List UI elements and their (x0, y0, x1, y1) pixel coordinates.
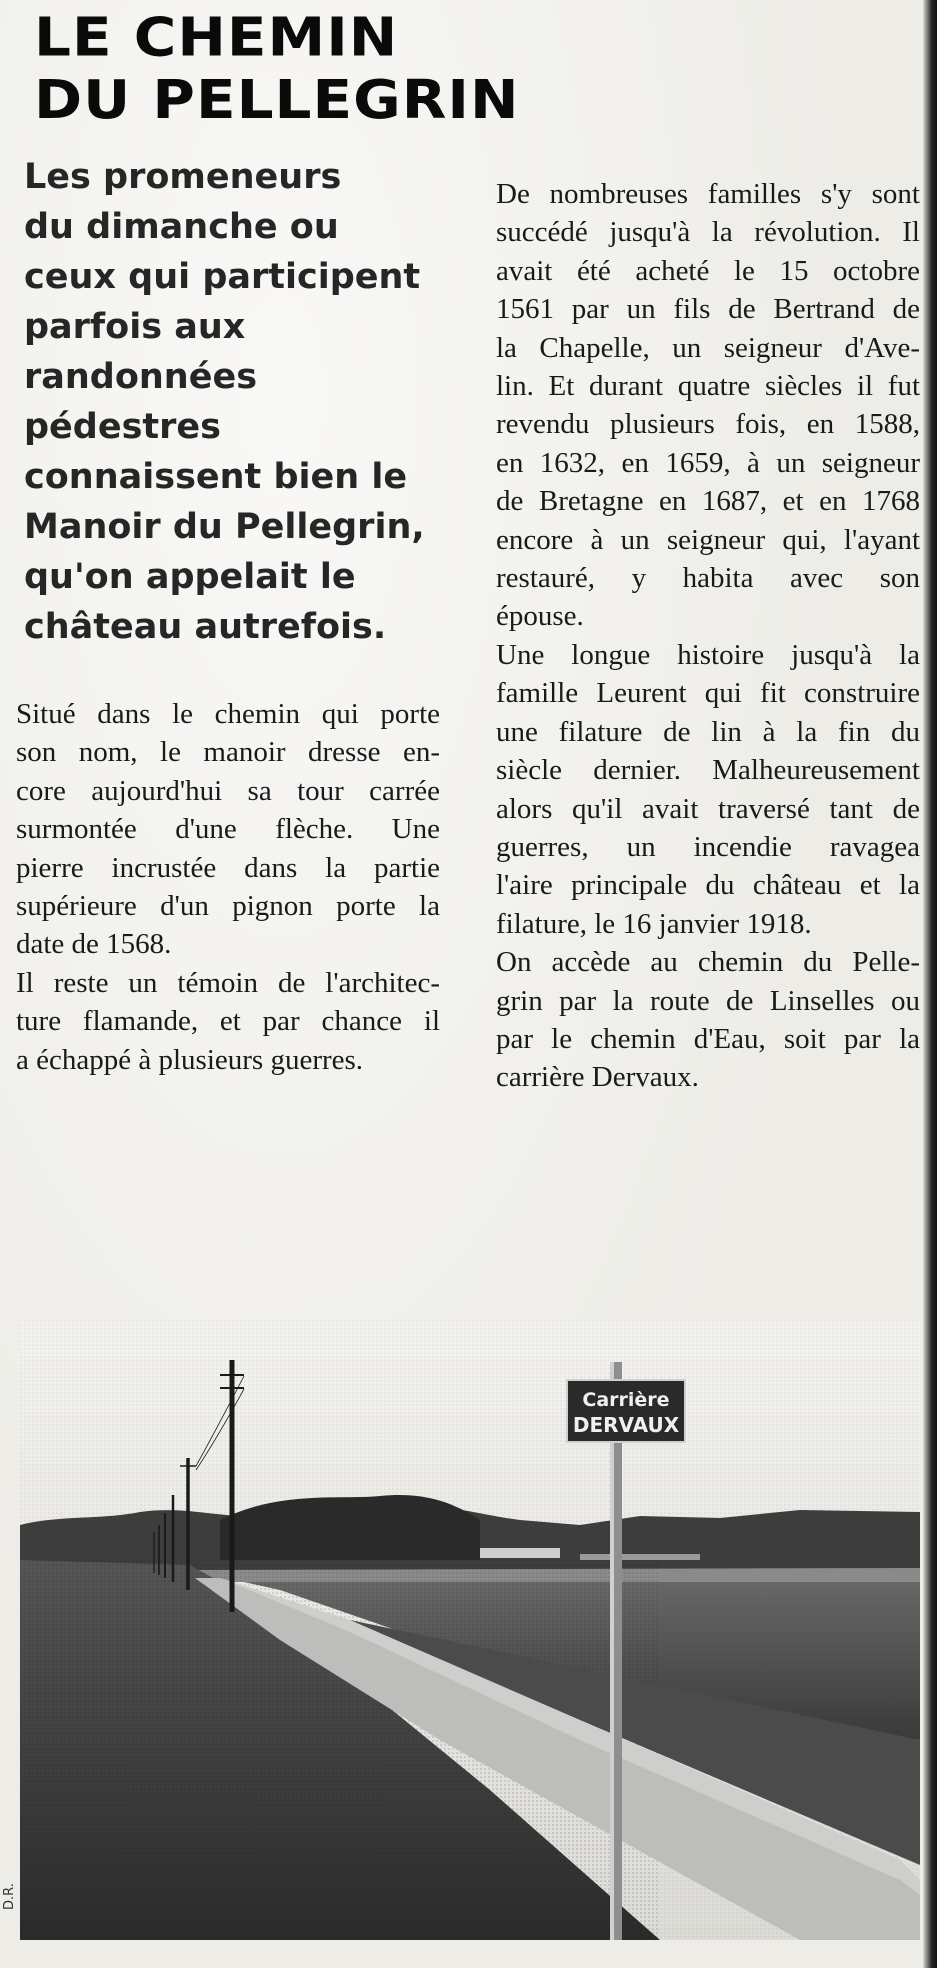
article-lead-line: qu'on appelait le (24, 557, 356, 597)
article-lead-line: connaissent bien le (24, 457, 408, 497)
sign-text-line-2: DERVAUX (572, 1413, 680, 1437)
article-column-right-line: par le chemin d'Eau, soit par la (496, 1022, 920, 1055)
article-column-right-line: avait été acheté le 15 octobre (496, 254, 920, 287)
article-lead-line: pédestres (24, 407, 221, 447)
article-column-left (16, 695, 440, 1079)
article-column-left-line: a échappé à plusieurs guerres. (16, 1043, 364, 1076)
article-column-right-line: filature, le 16 janvier 1918. (496, 907, 812, 940)
article-column-left-line: surmontée d'une flèche. Une (16, 813, 440, 846)
photo-credit: D.R. (2, 1883, 17, 1910)
article-column-left-line: date de 1568. (16, 928, 172, 961)
article-title-line-2: DU PELLEGRIN (34, 68, 520, 132)
article-column-right-line: De nombreuses familles s'y sont (496, 178, 920, 210)
article-column-right-line: l'aire principale du château et la (496, 869, 920, 902)
article-lead-line: Manoir du Pellegrin, (24, 507, 425, 547)
article-column-right-line: famille Leurent qui fit construire (496, 677, 920, 710)
article-column-left-line: supérieure d'un pignon porte la (16, 890, 440, 923)
article-title-line-1: LE CHEMIN (34, 6, 399, 69)
article-column-right-line: succédé jusqu'à la révolution. Il (496, 216, 920, 249)
article-lead-line: ceux qui participent (24, 257, 421, 297)
article-column-right-line: en 1632, en 1659, à un seigneur (496, 446, 920, 479)
article-column-right-line: Une longue histoire jusqu'à la (496, 638, 920, 671)
page-edge-shadow (923, 0, 937, 1968)
article-column-left-line: Il reste un témoin de l'architec- (16, 966, 440, 999)
article-column-right-line: guerres, un incendie ravagea (496, 830, 920, 863)
article-column-right-line: de Bretagne en 1687, et en 1768 (496, 485, 920, 518)
article-lead-line: Les promeneurs (24, 157, 342, 197)
article-column-right-line: épouse. (496, 600, 584, 633)
article-title (34, 6, 894, 131)
article-column-left-line: core aujourd'hui sa tour carrée (16, 774, 440, 807)
article-column-left-line: son nom, le manoir dresse en- (16, 736, 440, 769)
article-column-right-line: siècle dernier. Malheureusement (496, 754, 920, 787)
article-column-right-line: alors qu'il avait traversé tant de (496, 792, 920, 825)
article-column-right-line: On accède au chemin du Pelle- (496, 946, 920, 979)
article-column-right-line: revendu plusieurs fois, en 1588, (496, 408, 920, 441)
photo-road-landscape (20, 1320, 920, 1940)
article-column-left-line: Situé dans le chemin qui porte (16, 698, 440, 730)
article-column-right-line: encore à un seigneur qui, l'ayant (496, 523, 920, 556)
article-column-right-line: grin par la route de Linselles ou (496, 984, 920, 1017)
article-lead-line: du dimanche ou (24, 207, 339, 247)
article-column-left-line: ture flamande, et par chance il (16, 1005, 440, 1038)
article-column-right-line: 1561 par un fils de Bertrand de (496, 293, 920, 326)
article-lead-line: château autrefois. (24, 607, 387, 647)
article-column-left-line: pierre incrustée dans la partie (16, 851, 440, 884)
article-column-right-line: la Chapelle, un seigneur d'Ave- (496, 331, 920, 364)
article-column-right (496, 175, 920, 1097)
article-lead-line: randonnées (24, 357, 258, 397)
article-column-right-line: carrière Dervaux. (496, 1061, 699, 1094)
article-lead (24, 152, 454, 652)
article-column-right-line: restauré, y habita avec son (496, 562, 920, 595)
article-lead-line: parfois aux (24, 307, 246, 347)
article-column-right-line: une filature de lin à la fin du (496, 715, 920, 748)
sign-text-line-1: Carrière (582, 1389, 670, 1411)
article-column-right-line: lin. Et durant quatre siècles il fut (496, 370, 920, 403)
article-photo (20, 1320, 920, 1940)
